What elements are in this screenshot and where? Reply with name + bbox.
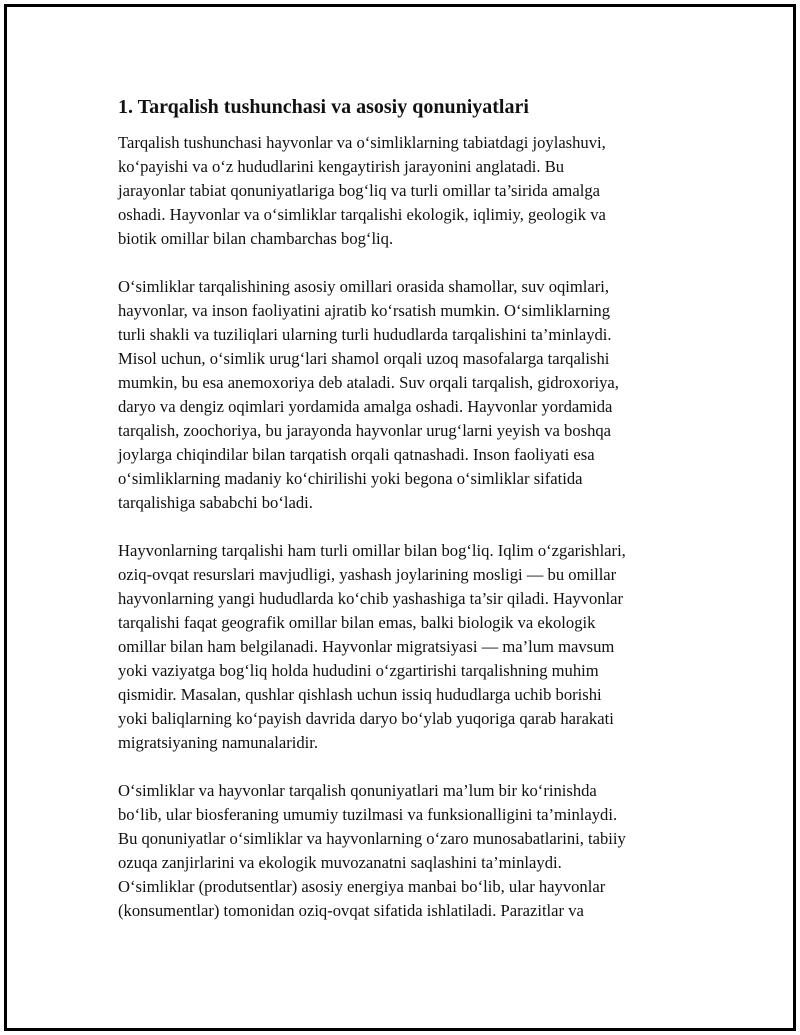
paragraph-line: biotik omillar bilan chambarchas bog‘liq. (118, 229, 394, 248)
paragraph-line: omillar bilan ham belgilanadi. Hayvonlar migratsiyasi — ma’lum mavsum (118, 637, 615, 656)
paragraph (118, 779, 708, 923)
paragraph (118, 131, 708, 251)
paragraph-line: O‘simliklar (produtsentlar) asosiy energiya manbai bo‘lib, ular hayvonlar (118, 877, 606, 896)
paragraph-line: tarqalishiga sababchi bo‘ladi. (118, 493, 313, 512)
paragraph-line: hayvonlar, va inson faoliyatini ajratib ko‘rsatish mumkin. O‘simliklarning (118, 301, 610, 320)
paragraph-line: oshadi. Hayvonlar va o‘simliklar tarqalishi ekologik, iqlimiy, geologik va (118, 205, 606, 224)
paragraph-line: turli shakli va tuziliqlari ularning turli hududlarda tarqalishini ta’minlaydi. (118, 325, 612, 344)
paragraph-line: tarqalishi faqat geografik omillar bilan emas, balki biologik va ekologik (118, 613, 596, 632)
paragraph-line: bo‘lib, ular biosferaning umumiy tuzilmasi va funksionalligini ta’minlaydi. (118, 805, 618, 824)
paragraph-line: migratsiyaning namunalaridir. (118, 733, 318, 752)
paragraph-line: qismidir. Masalan, qushlar qishlash uchun issiq hududlarga uchib borishi (118, 685, 602, 704)
paragraph-list (118, 131, 708, 923)
paragraph-line: Tarqalish tushunchasi hayvonlar va o‘simliklarning tabiatdagi joylashuvi, (118, 133, 606, 152)
paragraph-line: mumkin, bu esa anemoxoriya deb ataladi. Suv orqali tarqalish, gidroxoriya, (118, 373, 619, 392)
paragraph-line: oziq-ovqat resurslari mavjudligi, yashash joylarining mosligi — bu omillar (118, 565, 617, 584)
paragraph-line: Misol uchun, o‘simlik urug‘lari shamol orqali uzoq masofalarga tarqalishi (118, 349, 610, 368)
paragraph-line: ko‘payishi va o‘z hududlarini kengaytirish jarayonini anglatadi. Bu (118, 157, 565, 176)
paragraph-line: jarayonlar tabiat qonuniyatlariga bog‘liq va turli omillar ta’sirida amalga (118, 181, 600, 200)
paragraph (118, 539, 708, 755)
document-body (118, 93, 708, 947)
paragraph-line: O‘simliklar va hayvonlar tarqalish qonuniyatlari ma’lum bir ko‘rinishda (118, 781, 597, 800)
paragraph-line: Hayvonlarning tarqalishi ham turli omillar bilan bog‘liq. Iqlim o‘zgarishlari, (118, 541, 626, 560)
paragraph-line: tarqalish, zoochoriya, bu jarayonda hayvonlar urug‘larni yeyish va boshqa (118, 421, 612, 440)
section-heading: 1. Tarqalish tushunchasi va asosiy qonuniyatlari (118, 96, 529, 118)
paragraph-line: Bu qonuniyatlar o‘simliklar va hayvonlarning o‘zaro munosabatlarini, tabiiy (118, 829, 626, 848)
paragraph-line: daryo va dengiz oqimlari yordamida amalga oshadi. Hayvonlar yordamida (118, 397, 613, 416)
paragraph-line: joylarga chiqindilar bilan tarqatish orqali qatnashadi. Inson faoliyati esa (118, 445, 595, 464)
paragraph-line: hayvonlarning yangi hududlarda ko‘chib yashashiga ta’sir qiladi. Hayvonlar (118, 589, 624, 608)
paragraph-line: ozuqa zanjirlarini va ekologik muvozanatni saqlashini ta’minlaydi. (118, 853, 562, 872)
paragraph-line: (konsumentlar) tomonidan oziq-ovqat sifatida ishlatiladi. Parazitlar va (118, 901, 584, 920)
paragraph-line: O‘simliklar tarqalishining asosiy omillari orasida shamollar, suv oqimlari, (118, 277, 610, 296)
paragraph-line: yoki baliqlarning ko‘payish davrida daryo bo‘ylab yuqoriga qarab harakati (118, 709, 614, 728)
paragraph (118, 275, 708, 515)
paragraph-line: yoki vaziyatga bog‘liq holda hududini o‘zgartirishi tarqalishning muhim (118, 661, 599, 680)
paragraph-line: o‘simliklarning madaniy ko‘chirilishi yoki begona o‘simliklar sifatida (118, 469, 583, 488)
